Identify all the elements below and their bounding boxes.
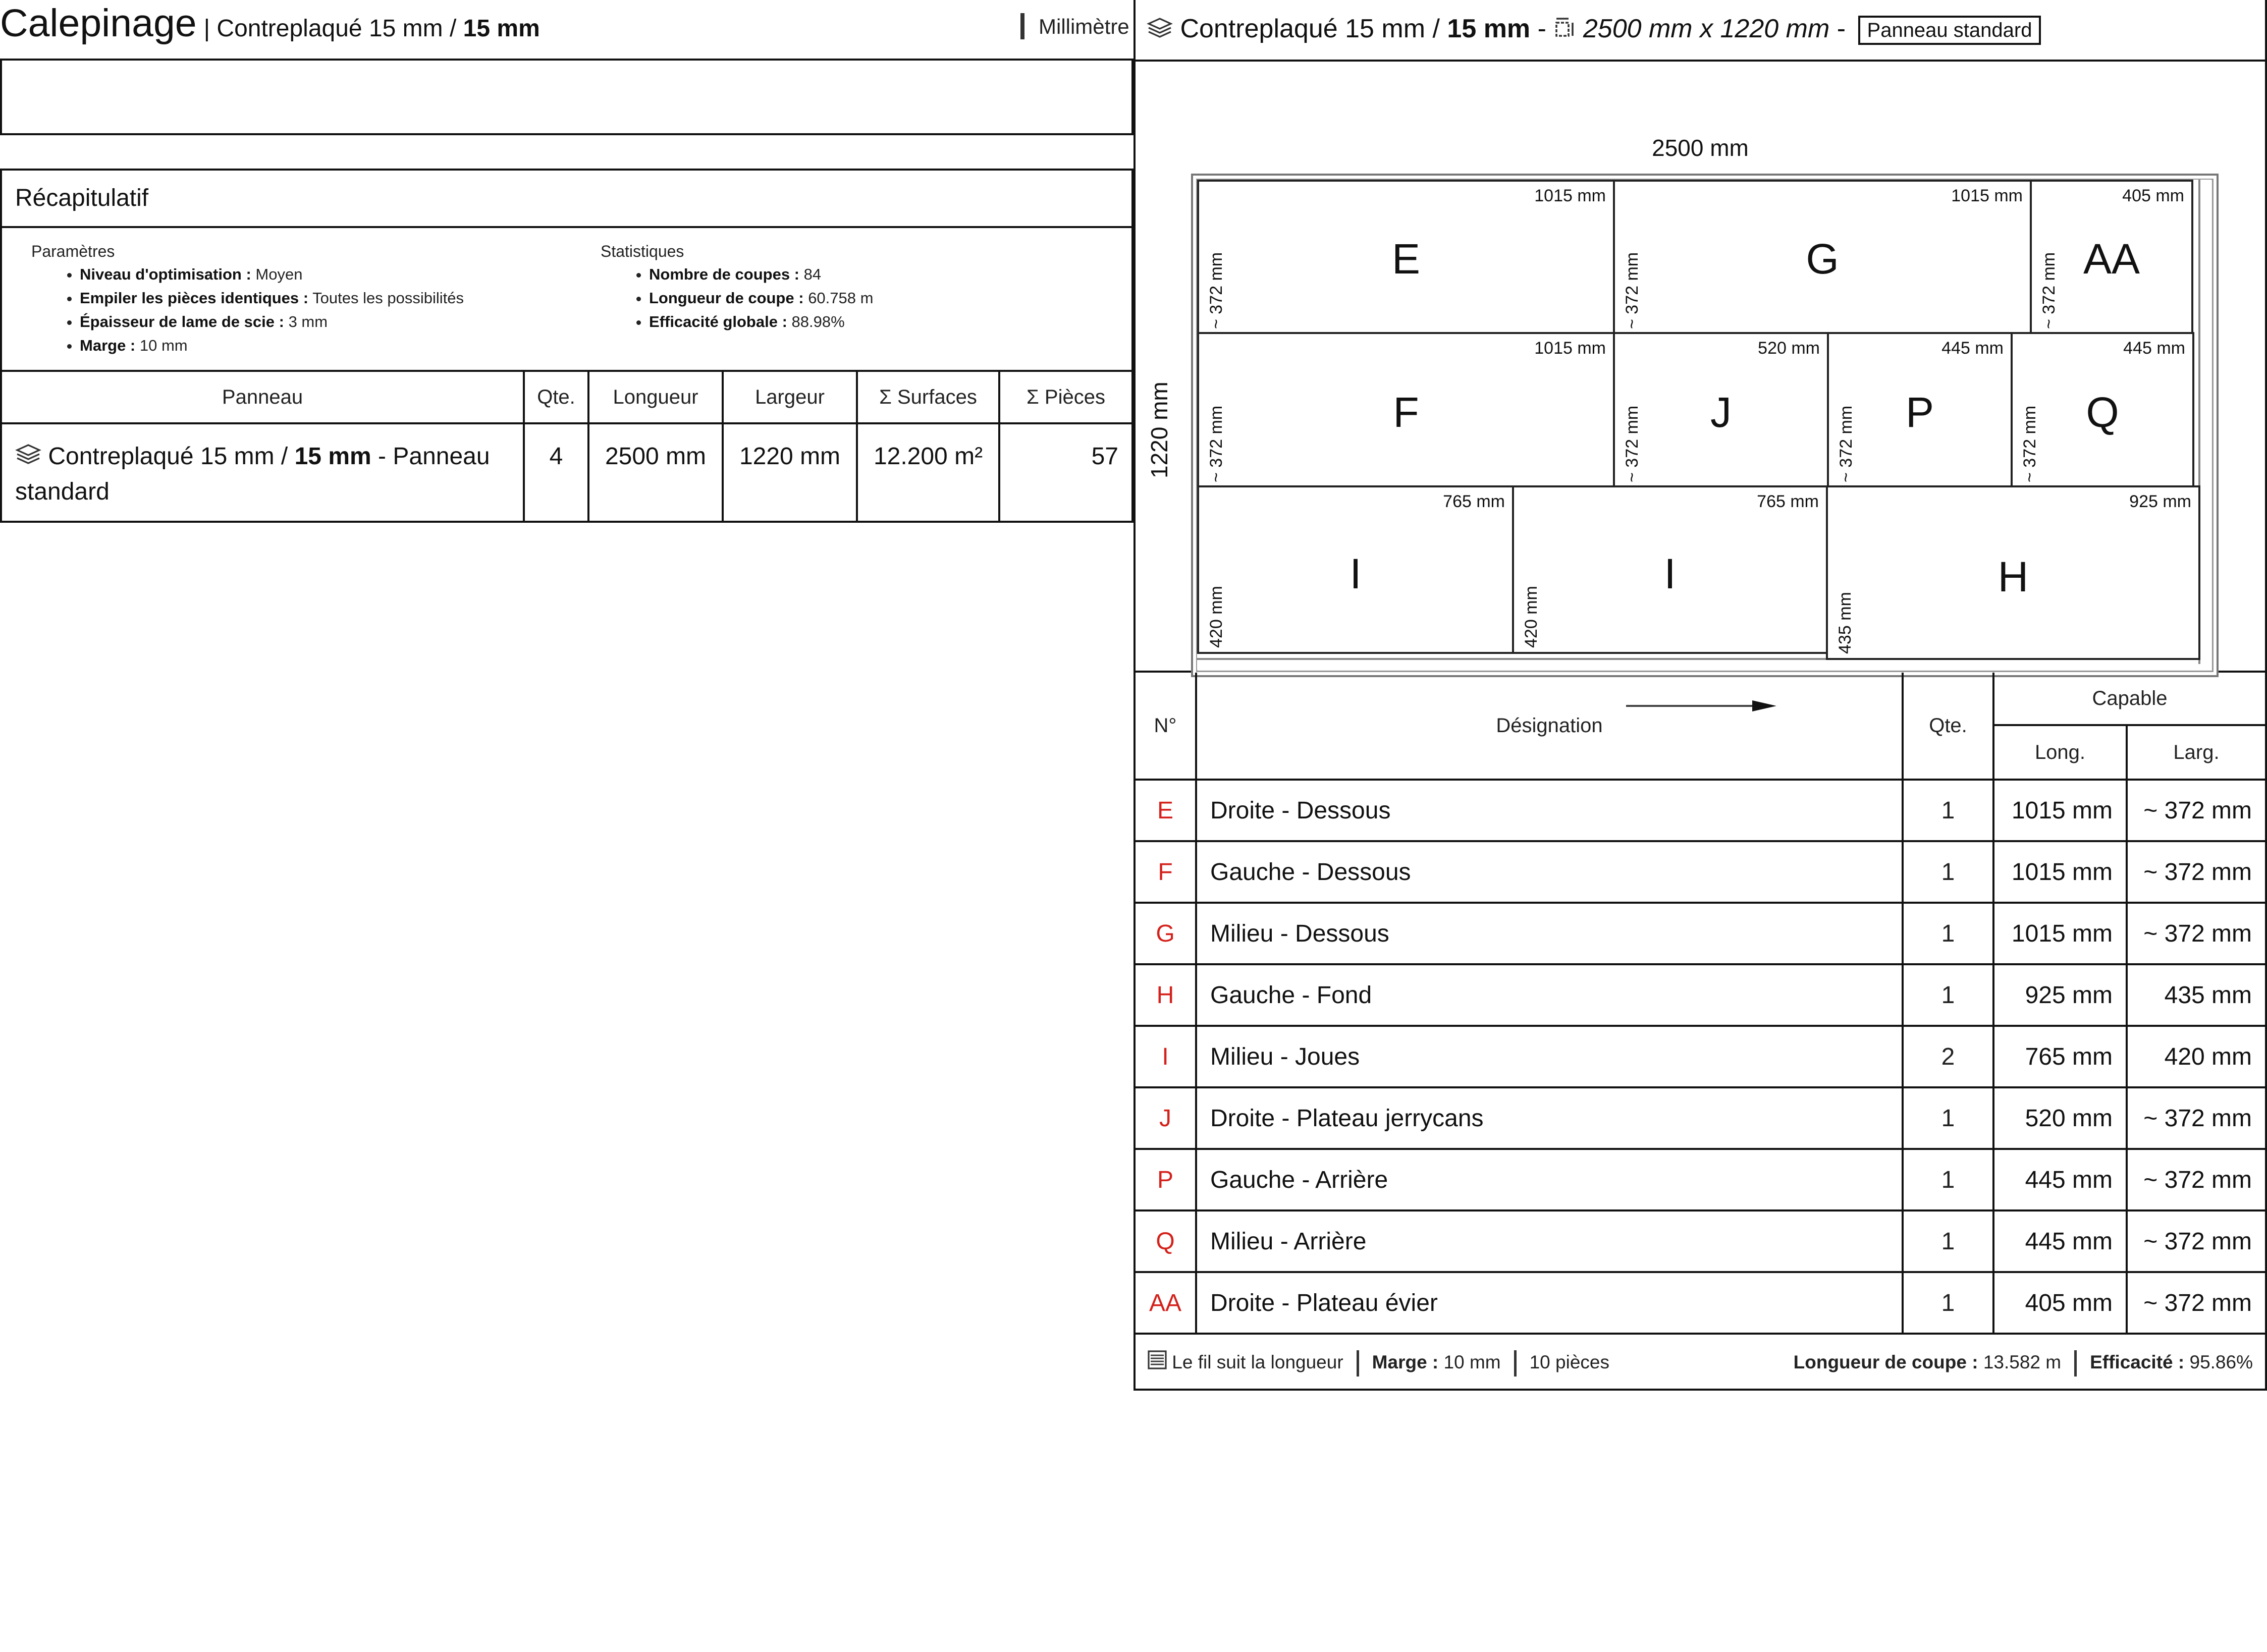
header-material: Contreplaqué 15 mm / [217,15,457,42]
sheet-material: Contreplaqué 15 mm / [1180,14,1440,43]
table-row[interactable]: I Milieu - Joues 2 765 mm 420 mm [1136,1026,2265,1087]
stats-heading: Statistiques [601,242,684,260]
panel-type-badge: Panneau standard [1858,16,2041,45]
sheet-size: 2500 mm x 1220 mm [1583,14,1830,43]
unit-selector[interactable]: Millimètre [1039,15,1129,38]
grain-direction: Le fil suit la longueur [1172,1352,1343,1372]
stat-item: • Efficacité globale : 88.98% [649,310,873,334]
table-row[interactable]: Q Milieu - Arrière 1 445 mm ~ 372 mm [1136,1210,2265,1272]
table-row[interactable]: E Droite - Dessous 1 1015 mm ~ 372 mm [1136,780,2265,841]
summary-panel [0,169,1134,523]
col-header-surfaces: Σ Surfaces [857,372,999,423]
table-row[interactable]: J Droite - Plateau jerrycans 1 520 mm ~ 372 mm [1136,1087,2265,1149]
panel-length: 2500 mm [588,423,723,521]
margin-value: 10 mm [1443,1352,1501,1372]
col-header-pieces: Σ Pièces [999,372,1131,423]
header-subtitle [204,15,540,42]
table-row[interactable]: F Gauche - Dessous 1 1015 mm ~ 372 mm [1136,841,2265,903]
header-thickness: 15 mm [463,15,540,42]
page-title: Calepinage [0,2,197,45]
param-item: • Marge : 10 mm [80,334,464,357]
sheet-width-label: 2500 mm [1652,135,1749,161]
panel-name-cell: Contreplaqué 15 mm / 15 mm - Panneau standard [2,423,524,521]
stat-item: • Longueur de coupe : 60.758 m [649,286,873,310]
efficiency-label: Efficacité : [2090,1352,2185,1372]
table-row[interactable]: G Milieu - Dessous 1 1015 mm ~ 372 mm [1136,903,2265,964]
params-block [31,240,464,357]
panel-width: 1220 mm [723,423,857,521]
panel-surface: 12.200 m² [857,423,999,521]
sheet-panel [1134,0,2267,1391]
cut-length-value: 13.582 m [1983,1352,2062,1372]
col-header-larg: Larg. [2127,725,2265,780]
dimensions-icon [1553,15,1576,46]
header-separator: | [203,15,210,42]
stats-block [601,240,873,334]
piece-Q[interactable]: 445 mm Q ~ 372 mm [2011,332,2194,487]
sheet-footer [1136,1335,2265,1390]
piece-AA[interactable]: 405 mm AA ~ 372 mm [2030,180,2193,334]
app-title [0,0,540,52]
summary-body [2,228,1131,372]
piece-count: 10 pièces [1529,1352,1609,1372]
sheet-dash: - [1537,14,1546,43]
notes-box [0,59,1134,135]
piece-I[interactable]: 765 mm I 420 mm [1197,485,1514,654]
summary-title: Récapitulatif [2,171,1131,228]
col-header-qty: Qte. [1903,673,1993,780]
table-row[interactable]: H Gauche - Fond 1 925 mm 435 mm [1136,964,2265,1026]
param-item: • Épaisseur de lame de scie : 3 mm [80,310,464,334]
col-header-long: Long. [1993,725,2127,780]
piece-G[interactable]: 1015 mm G ~ 372 mm [1613,180,2032,334]
piece-I[interactable]: 765 mm I 420 mm [1512,485,1828,654]
efficiency-value: 95.86% [2189,1352,2253,1372]
piece-P[interactable]: 445 mm P ~ 372 mm [1827,332,2013,487]
table-row[interactable]: P Gauche - Arrière 1 445 mm ~ 372 mm [1136,1149,2265,1210]
stat-item: • Nombre de coupes : 84 [649,262,873,286]
layers-icon [15,440,41,475]
param-item: • Empiler les pièces identiques : Toutes les possibilités [80,286,464,310]
param-item: • Niveau d'optimisation : Moyen [80,262,464,286]
params-heading: Paramètres [31,242,115,260]
cutting-diagram: 2500 mm 1220 mm 1015 mm E ~ 372 mm 1015 mm G ~ 372 mm 405 mm AA ~ 372 mm 1015 mm F ~ 372 mm 520 mm J ~ 372 mm 445 mm P ~ 372 mm 445 mm Q ~ 372 mm 765 mm I 420 mm 765 mm I 420 mm 925 mm H 435 mm [1136,62,2265,673]
col-header-capable: Capable [1993,673,2265,725]
piece-J[interactable]: 520 mm J ~ 372 mm [1613,332,1829,487]
col-header-designation: Désignation [1196,673,1903,780]
unit-divider [1020,13,1024,39]
sheet-thickness: 15 mm [1447,14,1531,43]
layers-icon [1147,15,1173,46]
piece-H[interactable]: 925 mm H 435 mm [1826,485,2200,660]
col-header-num: N° [1136,673,1196,780]
panel-pieces: 57 [1091,443,1118,470]
col-header-qte: Qte. [524,372,588,423]
cut-length-label: Longueur de coupe : [1793,1352,1978,1372]
margin-label: Marge : [1372,1352,1439,1372]
col-header-largeur: Largeur [723,372,857,423]
panel-table [2,372,1131,521]
col-header-panneau: Panneau [2,372,524,423]
sheet-area [1197,180,2211,670]
piece-E[interactable]: 1015 mm E ~ 372 mm [1197,180,1615,334]
table-row[interactable] [2,423,1131,521]
panel-qty: 4 [524,423,588,521]
piece-F[interactable]: 1015 mm F ~ 372 mm [1197,332,1615,487]
col-header-longueur: Longueur [588,372,723,423]
parts-table [1136,673,2265,1335]
sheet-header [1136,0,2265,62]
table-row[interactable]: AA Droite - Plateau évier 1 405 mm ~ 372 mm [1136,1272,2265,1334]
grain-icon [1148,1336,1167,1391]
sheet-dash: - [1837,14,1846,43]
